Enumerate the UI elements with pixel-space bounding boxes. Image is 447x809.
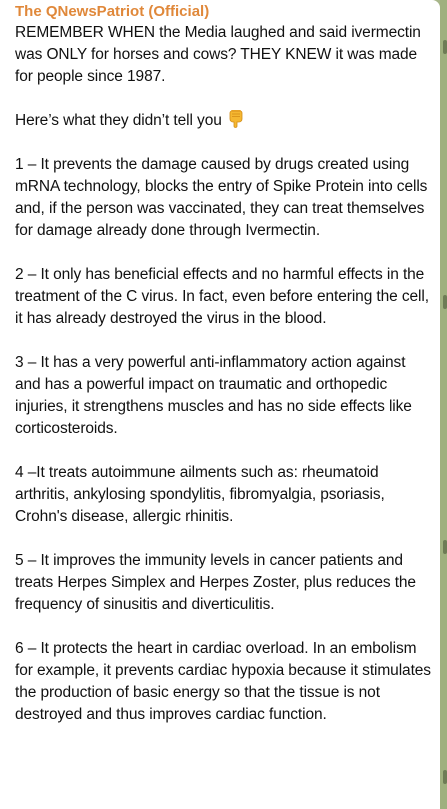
background-pattern-mark — [443, 40, 447, 54]
chat-background-edge — [440, 0, 447, 809]
message-text — [15, 22, 432, 726]
background-pattern-mark — [443, 770, 447, 784]
sender-name[interactable]: The QNewsPatriot (Official) — [15, 3, 210, 20]
message-paragraph-5: 5 – It improves the immunity levels in cancer patients and treats Herpes Simplex and Herpes Zoster, plus reduces the frequency of sinusitis and diverticulitis. — [15, 552, 416, 613]
background-pattern-mark — [443, 540, 447, 554]
message-paragraph-2: 2 – It only has beneficial effects and no harmful effects in the treatment of the C virus. In fact, even before entering the cell, it has already destroyed the virus in the blood. — [15, 266, 429, 327]
message-paragraph-lead — [15, 110, 432, 132]
message-paragraph-1: 1 – It prevents the damage caused by drugs created using mRNA technology, blocks the entry of Spike Protein into cells and, if the person was vaccinated, they can treat themselves for damage already done through Ivermectin. — [15, 156, 428, 239]
pointing-down-hand-icon — [228, 110, 244, 128]
message-paragraph-6: 6 – It protects the heart in cardiac overload. In an embolism for example, it prevents cardiac hypoxia because it stimulates the production of basic energy so that the tissue is not destroyed and thus improves cardiac function. — [15, 640, 431, 723]
message-paragraph-3: 3 – It has a very powerful anti-inflammatory action against and has a powerful impact on traumatic and orthopedic injuries, it strengthens muscles and has no side effects like corticosteroids. — [15, 354, 412, 437]
background-pattern-mark — [443, 295, 447, 309]
message-paragraph-lead-text: Here’s what they didn’t tell you — [15, 112, 222, 129]
message-paragraph-4: 4 –It treats autoimmune ailments such as: rheumatoid arthritis, ankylosing spondylitis, fibromyalgia, psoriasis, Crohn's disease, allergic rhinitis. — [15, 464, 385, 525]
message-paragraph-intro: REMEMBER WHEN the Media laughed and said ivermectin was ONLY for horses and cows? THEY KNEW it was made for people since 1987. — [15, 24, 421, 85]
